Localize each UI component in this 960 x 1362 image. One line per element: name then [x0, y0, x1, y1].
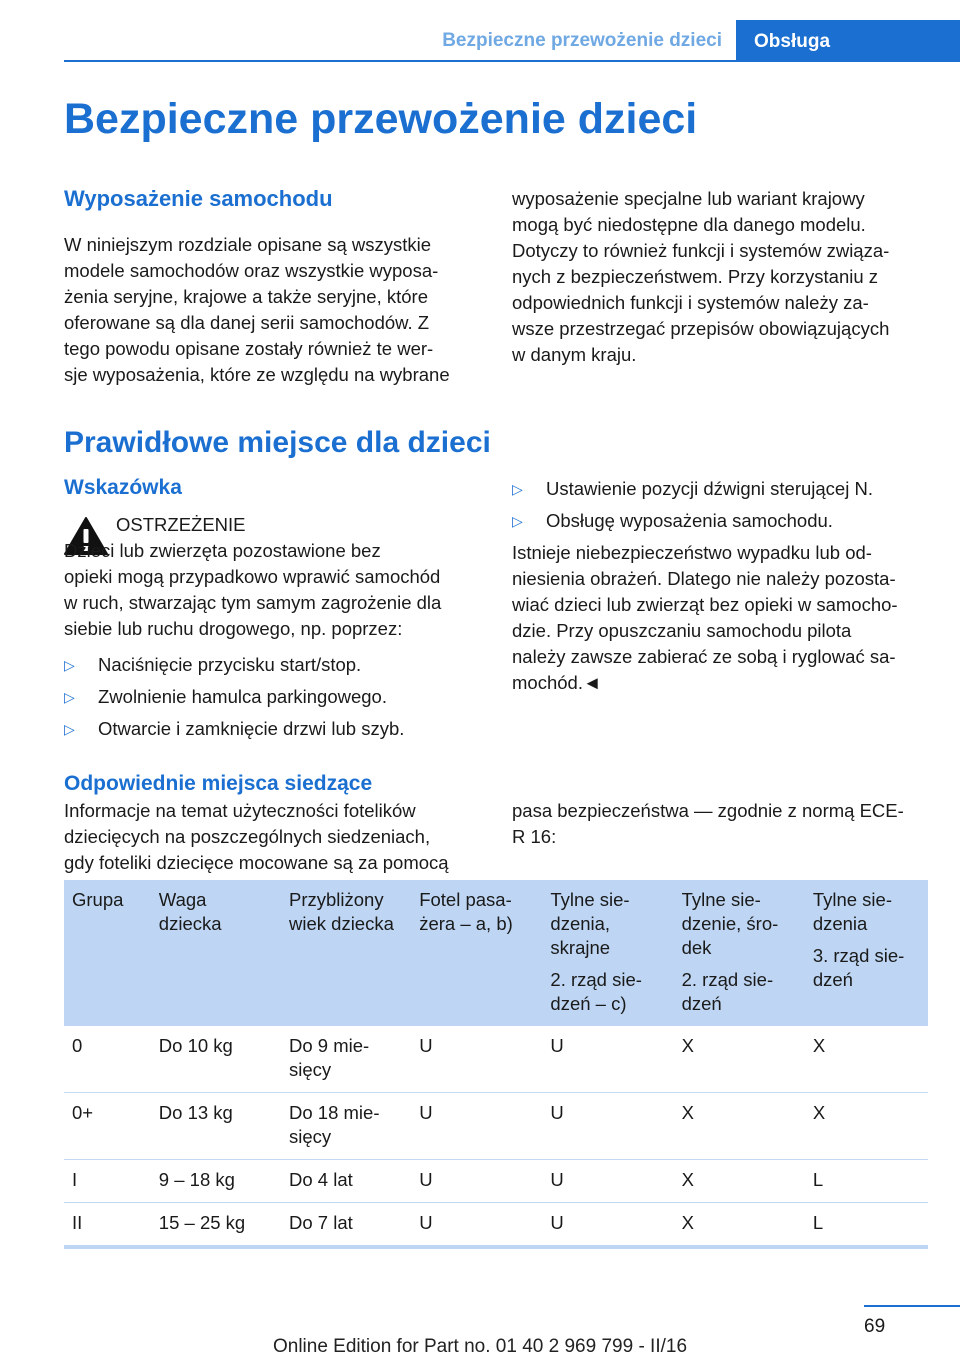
proper-place-heading: Prawidłowe miejsce dla dzieci — [64, 426, 491, 459]
running-header-section: Bezpieczne przewożenie dzieci — [442, 30, 722, 51]
table-row: I 9 – 18 kg Do 4 lat U U X L — [64, 1160, 928, 1203]
running-header-tab: Obsługa — [736, 20, 960, 62]
seats-paragraph-right: pasa bezpieczeństwa — zgodnie z normą ECE- R 16: — [512, 800, 904, 847]
triangle-bullet-icon: ▷ — [512, 481, 523, 497]
seats-heading: Odpowiednie miejsca siedzące — [64, 772, 373, 795]
warning-paragraph: OSTRZEŻENIE Dzieci lub zwierzęta pozostawione bez opieki mogą przypadkowo wprawić samochód w ruch, stwarzając tym samym zagrożenie dla siebie lub ruchu drogowego, np. poprzez: — [64, 514, 442, 639]
table-row: II 15 – 25 kg Do 7 lat U U X L — [64, 1203, 928, 1248]
page-number-rule — [864, 1305, 960, 1307]
equipment-paragraph-left: W niniejszym rozdziale opisane są wszystkie modele samochodów oraz wszystkie wyposa- żenia seryjne, krajowe a także seryjne, które oferowane są dla danej serii samochodów. Z tego powodu opisane zostały również te wer- sje wyposażenia, które ze względu na wybrane — [64, 234, 450, 385]
table-row: 0+ Do 13 kg Do 18 mie- sięcy U U X X — [64, 1093, 928, 1160]
column-header: Przybliżony wiek dziecka — [281, 880, 411, 1026]
note-heading: Wskazówka — [64, 476, 182, 499]
table-row: 0 Do 10 kg Do 9 mie- sięcy U U X X — [64, 1026, 928, 1093]
triangle-bullet-icon: ▷ — [64, 657, 75, 673]
edition-footer: Online Edition for Part no. 01 40 2 969 799 - II/16 — [272, 1336, 688, 1357]
equipment-paragraph-right: wyposażenie specjalne lub wariant krajowy mogą być niedostępne dla danego modelu. Dotyczy to również funkcji i systemów związa- nych z bezpieczeństwem. Przy korzystaniu z odpowiednich funkcji i systemów należy za- wsze przestrzegać przepisów obowiązujących w danym kraju. — [512, 188, 890, 365]
column-header: Fotel pasa- żera – a, b) — [411, 880, 542, 1026]
risk-paragraph: Istnieje niebezpieczeństwo wypadku lub od- niesienia obrażeń. Dlatego nie należy pozosta- wiać dzieci lub zwierząt bez opieki w samocho- dzie. Przy opuszczaniu samochodu pilota należy zawsze zabierać ze sobą i ryglować sa- mochód.◄ — [512, 542, 898, 693]
table-header-row — [64, 880, 928, 1026]
column-header: Tylne sie- dzenia 3. rząd sie- dzeń — [805, 880, 928, 1026]
page-number: 69 — [864, 1316, 886, 1337]
child-seat-table — [64, 880, 928, 1249]
header-rule — [64, 60, 960, 62]
column-header: Grupa — [64, 880, 151, 1026]
triangle-bullet-icon: ▷ — [512, 513, 523, 529]
page-title: Bezpieczne przewożenie dzieci — [64, 95, 698, 143]
equipment-heading: Wyposażenie samochodu — [64, 186, 333, 211]
column-header: Tylne sie- dzenia, skrajne 2. rząd sie- dzeń – c) — [542, 880, 673, 1026]
seats-paragraph-left: Informacje na temat użyteczności fotelików dziecięcych na poszczególnych siedzeniach, gdy foteliki dziecięce mocowane są za pomocą — [64, 800, 449, 873]
column-header: Tylne sie- dzenie, śro- dek 2. rząd sie- dzeń — [674, 880, 805, 1026]
triangle-bullet-icon: ▷ — [64, 721, 75, 737]
column-header: Waga dziecka — [151, 880, 281, 1026]
triangle-bullet-icon: ▷ — [64, 689, 75, 705]
warning-label: OSTRZEŻENIE — [116, 514, 246, 535]
